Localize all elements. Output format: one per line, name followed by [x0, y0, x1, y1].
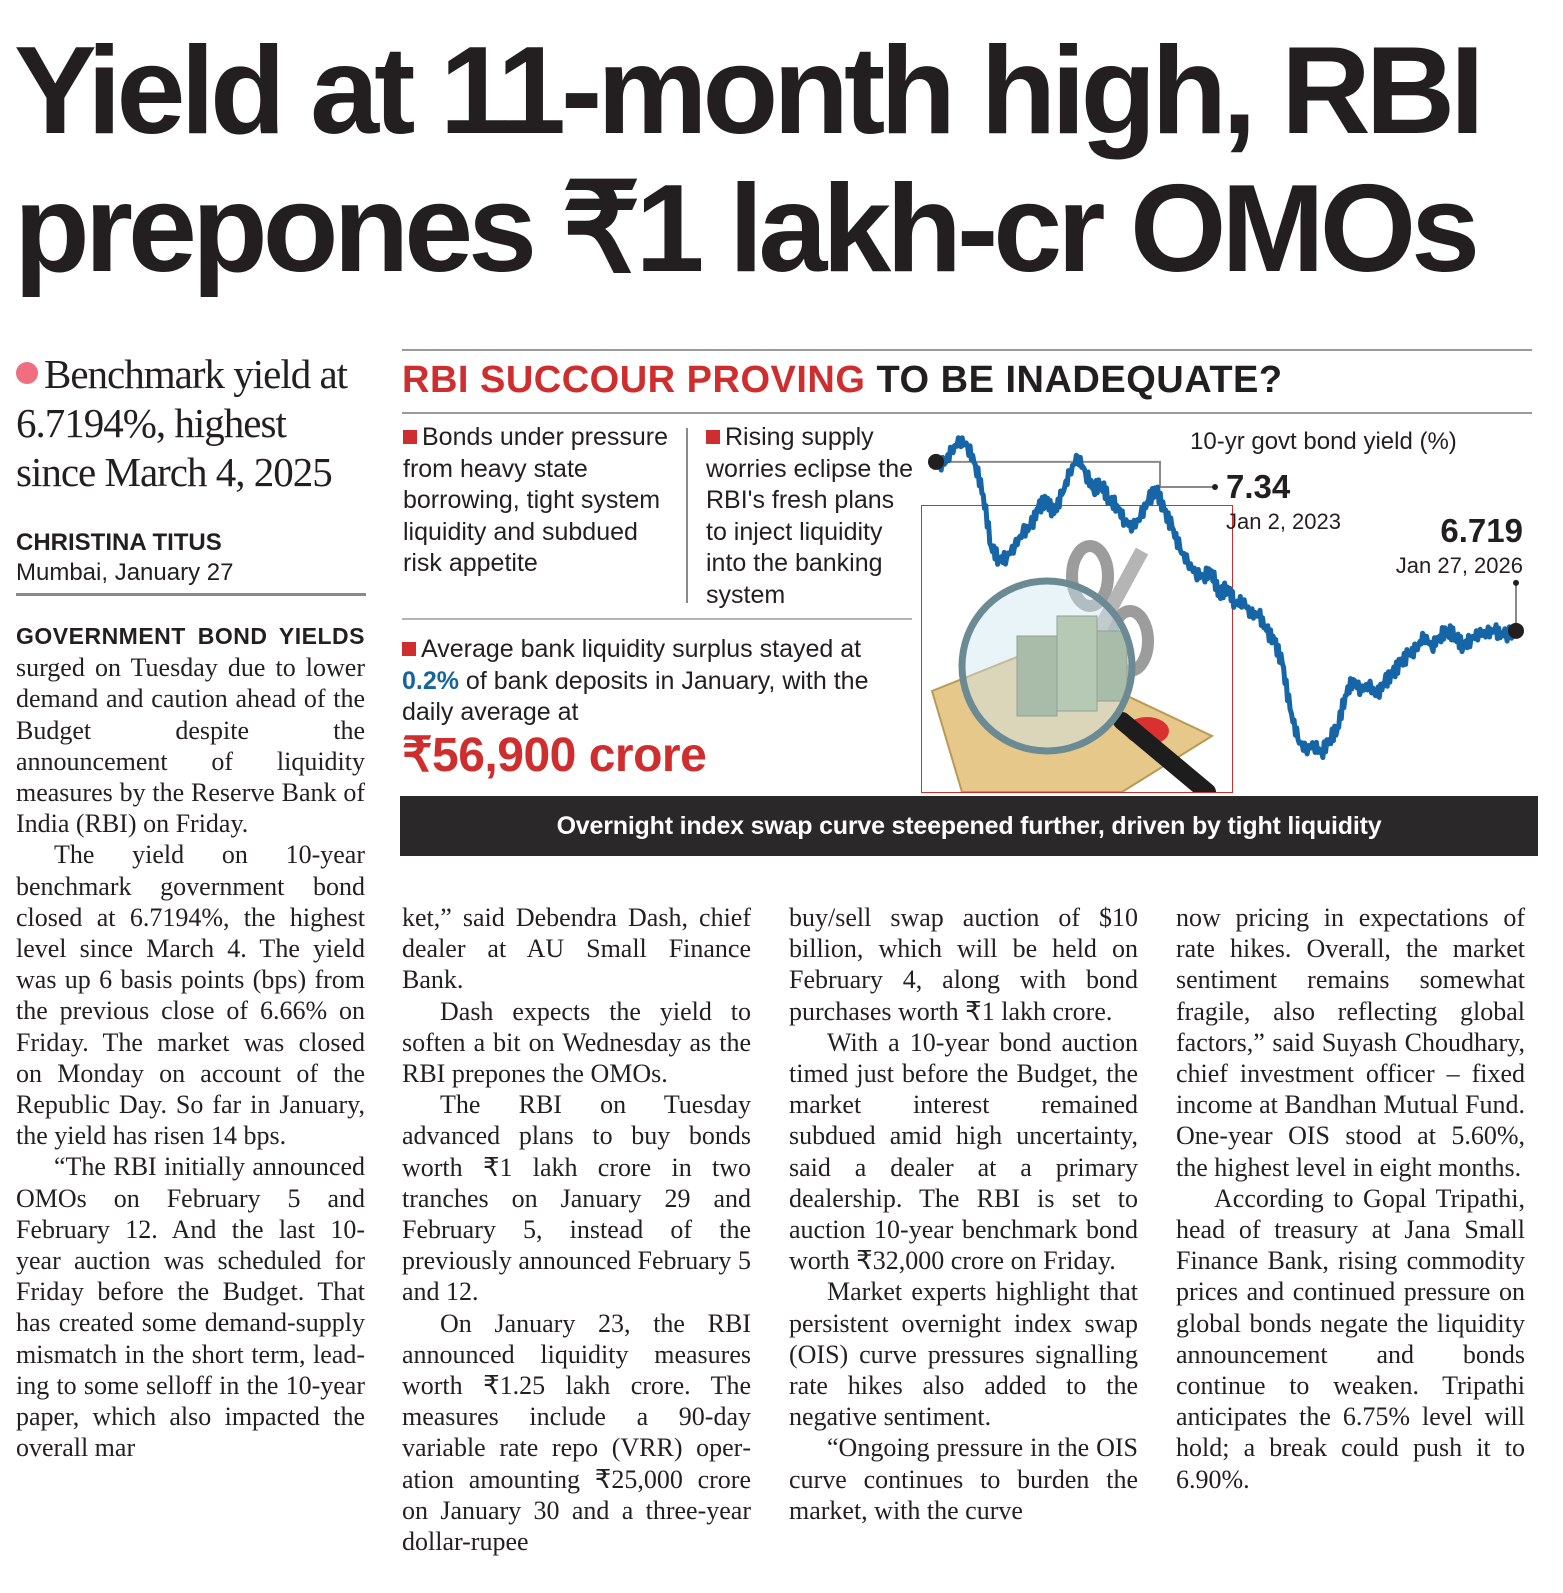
paragraph: now pricing in expectations of rate hikes. Overall, the market sentiment remains somewhat fragile, also reflecting global factors,” said Suyash Choudhary, chief investment officer – fixed income at Bandhan Mutual Fund. One-year OIS stood at 5.60%, the highest level in eight months. — [1176, 903, 1525, 1182]
bullet-dot-icon — [16, 362, 38, 384]
deck — [16, 350, 366, 497]
headline-line-1: Yield at 11-month high, RBI — [14, 22, 1480, 160]
paragraph: The yield on 10-year benchmark government bond closed at 6.7194%, the highest level since March 4. The yield was up 6 basis points (bps) from the previous close of 6.66% on Friday. The market was closed on Monday on account of the Republic Day. So far in January, the yield has risen 14 bps. — [16, 840, 365, 1151]
infographic-title-dark: TO BE INADEQUATE? — [865, 359, 1283, 401]
chart-title: 10-yr govt bond yield (%) — [1190, 428, 1457, 455]
end-annotation-dot — [1513, 580, 1519, 586]
paragraph: With a 10-year bond auction timed just before the Budget, the market interest remained subdued amid high uncertainty, said a dealer at a primary dealership. The RBI is set to auction 10-year benchmark bond worth ₹32,000 crore on Friday. — [789, 1027, 1138, 1276]
headline-line-2: prepones ₹1 lakh-cr OMOs — [14, 160, 1476, 298]
paragraph: According to Gopal Tripathi, head of treasury at Jana Small Finance Bank, rising commodity prices and continued pressure on global bonds negate the liquidity announcement and bonds continue to weaken. Tripathi anticipates the 6.75% level will hold; a break could push it to 6.90%. — [1176, 1183, 1525, 1494]
start-point-marker — [928, 454, 944, 470]
author-name: CHRISTINA TITUS — [16, 529, 222, 556]
square-bullet-icon — [403, 430, 417, 444]
square-bullet-icon — [706, 430, 720, 444]
bullet-text: of bank deposits in January, with the daily average at — [402, 666, 869, 726]
divider — [402, 412, 1532, 414]
dateline: Mumbai, January 27 — [16, 559, 234, 586]
infographic-title-red: RBI SUCCOUR PROVING — [402, 359, 866, 401]
bullet-text: Average bank liquidity surplus stayed at — [421, 635, 862, 663]
bullet-text: Rising supply worries eclipse the RBI's fresh plans to inject liquidity into the banking system — [706, 423, 914, 609]
infographic-bullet-3 — [402, 634, 912, 729]
deck-text: Benchmark yield at 6.7194%, highest since March 4, 2025 — [16, 351, 348, 495]
paragraph: Dash expects the yield to soften a bit on Wednesday as the RBI prepones the OMOs. — [402, 996, 751, 1089]
byline — [16, 528, 366, 588]
square-bullet-icon — [402, 642, 416, 656]
annotation-end-date: Jan 27, 2026 — [1395, 553, 1523, 578]
infographic-bullet-2 — [706, 422, 916, 611]
paragraph: The RBI on Tuesday advanced plans to buy bonds worth ₹1 lakh crore in two tranches on January 29 and February 5, instead of the previously announced February 5 and 12. — [402, 1090, 751, 1307]
annotation-start-date: Jan 2, 2023 — [1226, 509, 1341, 534]
annotation-start-value: 7.34 — [1226, 468, 1291, 505]
bullet-text: Bonds under pressure from heavy state borrowing, tight system liquidity and subdued risk appetite — [403, 423, 668, 577]
lead-in: GOVERNMENT BOND YIELDS — [16, 623, 365, 649]
divider — [402, 349, 1532, 351]
start-annotation-dot — [1212, 484, 1218, 490]
article-column-3 — [789, 902, 1138, 1526]
paragraph: buy/sell swap auction of $10 billion, which will be held on February 4, along with bond purchases worth ₹1 lakh crore. — [789, 903, 1138, 1026]
headline — [14, 22, 1554, 298]
infographic-bullet-1 — [403, 422, 678, 580]
paragraph: On January 23, the RBI announced liquidity measures worth ₹1.25 lakh crore. The measures include a 90-day variable rate repo (VRR) operation amounting ₹25,000 crore on January 30 and a three-year dollar-rupee — [402, 1308, 751, 1557]
paragraph — [16, 620, 365, 839]
paragraph: “Ongoing pressure in the OIS curve continues to burden the market, with the curve — [789, 1433, 1138, 1525]
divider — [16, 593, 366, 596]
paragraph: ket,” said Debendra Dash, chief dealer at AU Small Finance Bank. — [402, 903, 751, 995]
divider — [402, 618, 912, 620]
end-point-marker — [1508, 623, 1524, 639]
highlight-value: 0.2% — [402, 666, 459, 695]
article-column-4 — [1176, 902, 1525, 1495]
big-figure: ₹56,900 crore — [402, 729, 707, 782]
infographic-banner: Overnight index swap curve steepened further, driven by tight liquidity — [400, 796, 1538, 856]
paragraph-text: surged on Tuesday due to lower demand and caution ahead of the Budget despite the announcement of liquidity measures by the Reserve Bank of India (RBI) on Friday. — [16, 653, 365, 839]
divider — [686, 428, 688, 603]
paragraph: “The RBI initially announced OMOs on February 5 and February 12. And the last 10-year auction was scheduled for Friday before the Budget. That has created some demand-supply mismatch in the short term, leading to some selloff in the 10-year paper, which also impacted the overall mar — [16, 1152, 365, 1463]
annotation-end-value: 6.719 — [1440, 512, 1523, 549]
article-column-1 — [16, 620, 365, 1463]
article-column-2 — [402, 902, 751, 1557]
infographic-title — [402, 356, 1283, 404]
paragraph: Market experts highlight that persistent overnight index swap (OIS) curve pressures signalling rate hikes also added to the negative sentiment. — [789, 1277, 1138, 1432]
